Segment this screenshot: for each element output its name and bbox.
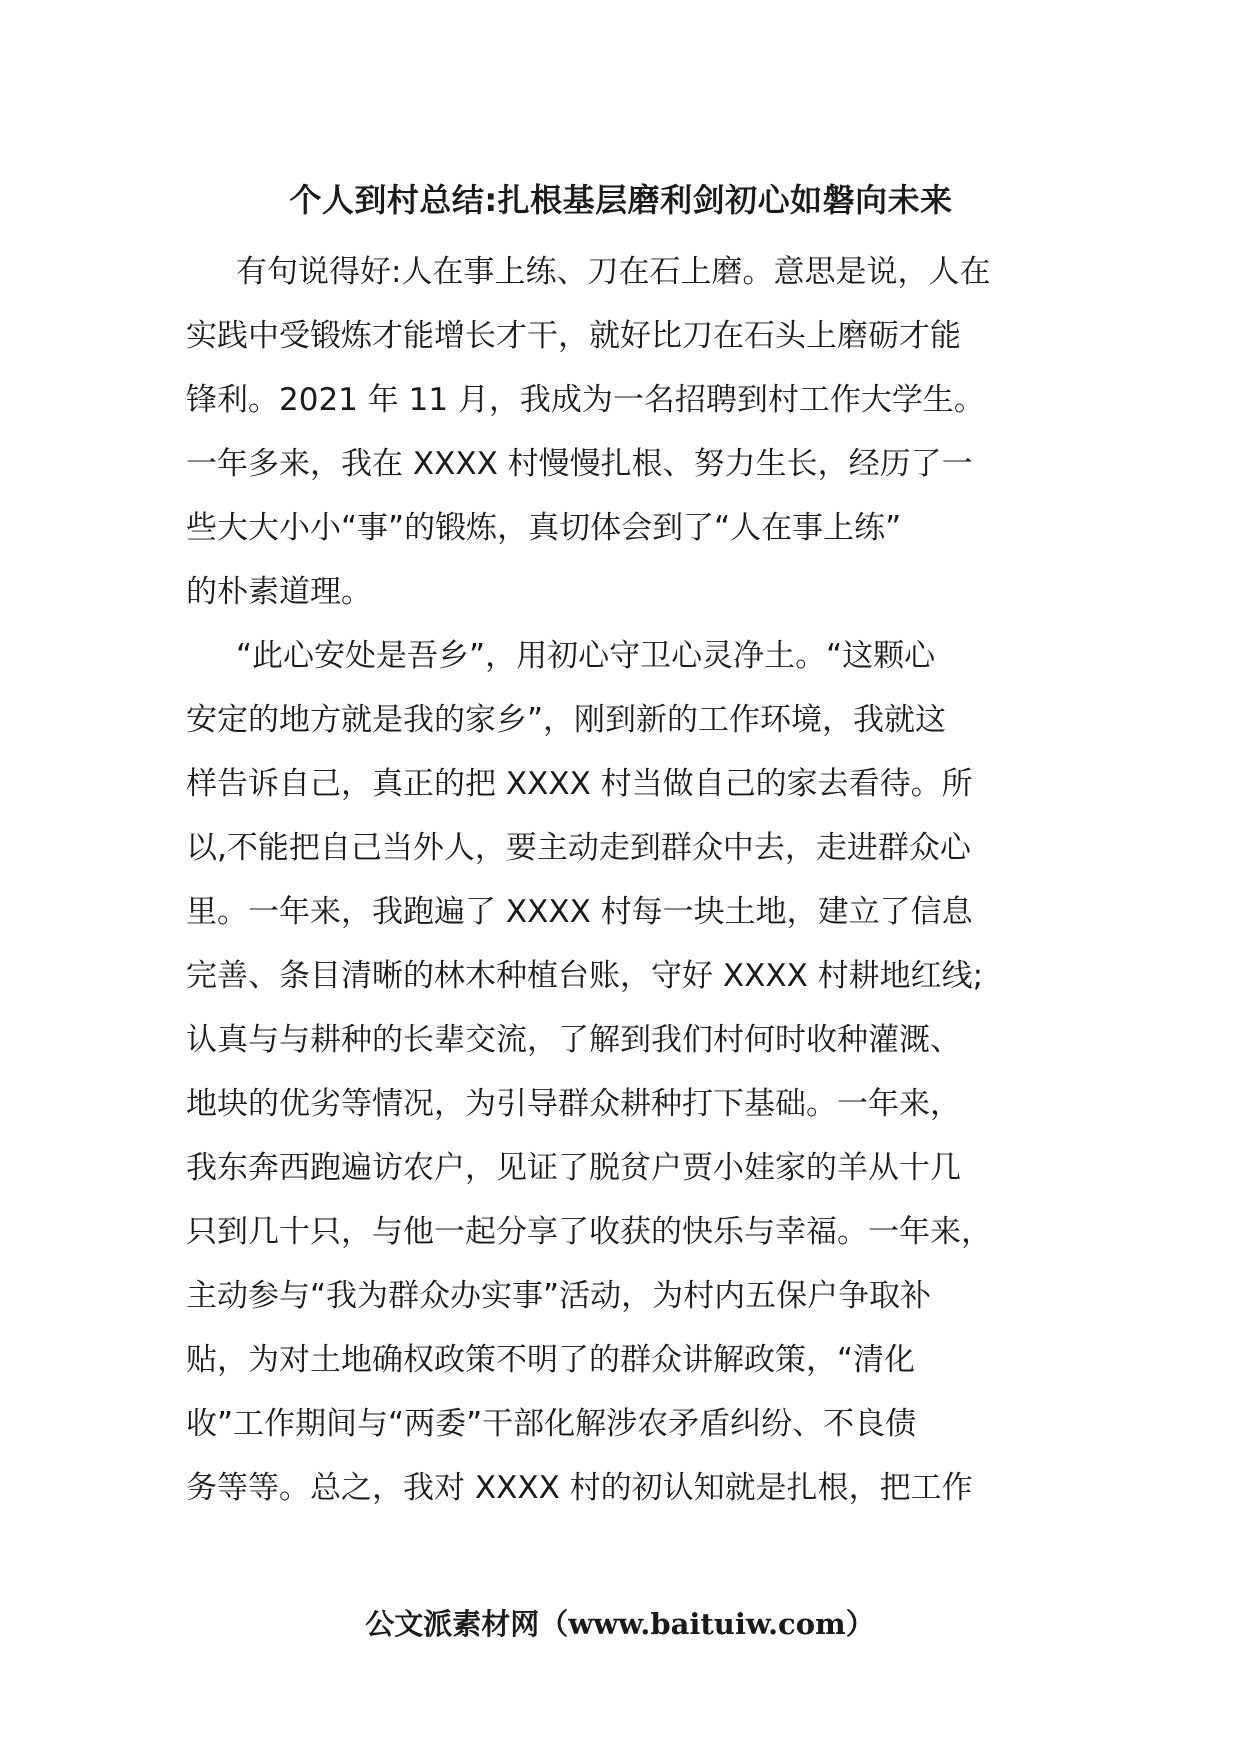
paragraph-line: 锋利。2021 年 11 月，我成为一名招聘到村工作大学生。 bbox=[186, 382, 985, 418]
paragraph-line: 里。一年来，我跑遍了 XXXX 村每一块土地，建立了信息 bbox=[186, 894, 973, 930]
paragraph-line: 贴，为对土地确权政策不明了的群众讲解政策，“清化 bbox=[186, 1342, 916, 1378]
paragraph-line: 只到几十只，与他一起分享了收获的快乐与幸福。一年来， bbox=[186, 1214, 992, 1250]
paragraph-line: 有句说得好:人在事上练、刀在石上磨。意思是说，人在 bbox=[236, 254, 991, 290]
paragraph-line: 实践中受锻炼才能增长才干，就好比刀在石头上磨砺才能 bbox=[186, 318, 961, 354]
paragraph-line: 认真与与耕种的长辈交流，了解到我们村何时收种灌溉、 bbox=[186, 1022, 961, 1058]
paragraph-line: 些大大小小“事”的锻炼，真切体会到了“人在事上练” bbox=[186, 510, 902, 546]
document-title: 个人到村总结:扎根基层磨利剑初心如磐向未来 bbox=[289, 181, 953, 219]
paragraph-line: 收”工作期间与“两委”干部化解涉农矛盾纠纷、不良债 bbox=[186, 1406, 917, 1442]
paragraph-line: 主动参与“我为群众办实事”活动，为村内五保户争取补 bbox=[186, 1278, 932, 1314]
paragraph-line: “此心安处是吾乡”，用初心守卫心灵净土。“这颗心 bbox=[236, 638, 936, 674]
paragraph-line: 以,不能把自己当外人，要主动走到群众中去，走进群众心 bbox=[186, 830, 971, 866]
paragraph-line: 完善、条目清晰的林木种植台账，守好 XXXX 村耕地红线; bbox=[186, 958, 984, 994]
paragraph-line: 样告诉自己，真正的把 XXXX 村当做自己的家去看待。所 bbox=[186, 766, 973, 802]
paragraph-line: 务等等。总之，我对 XXXX 村的初认知就是扎根，把工作 bbox=[186, 1470, 973, 1506]
paragraph-line: 一年多来，我在 XXXX 村慢慢扎根、努力生长，经历了一 bbox=[186, 446, 973, 482]
paragraph-line: 地块的优劣等情况，为引导群众耕种打下基础。一年来， bbox=[186, 1086, 961, 1122]
page-footer: 公文派素材网（www.baituiw.com） bbox=[365, 1607, 875, 1641]
paragraph-line: 的朴素道理。 bbox=[186, 574, 372, 610]
document-body bbox=[186, 240, 1066, 1520]
paragraph-line: 安定的地方就是我的家乡”，刚到新的工作环境，我就这 bbox=[186, 702, 947, 738]
paragraph-line: 我东奔西跑遍访农户，见证了脱贫户贾小娃家的羊从十几 bbox=[186, 1150, 961, 1186]
